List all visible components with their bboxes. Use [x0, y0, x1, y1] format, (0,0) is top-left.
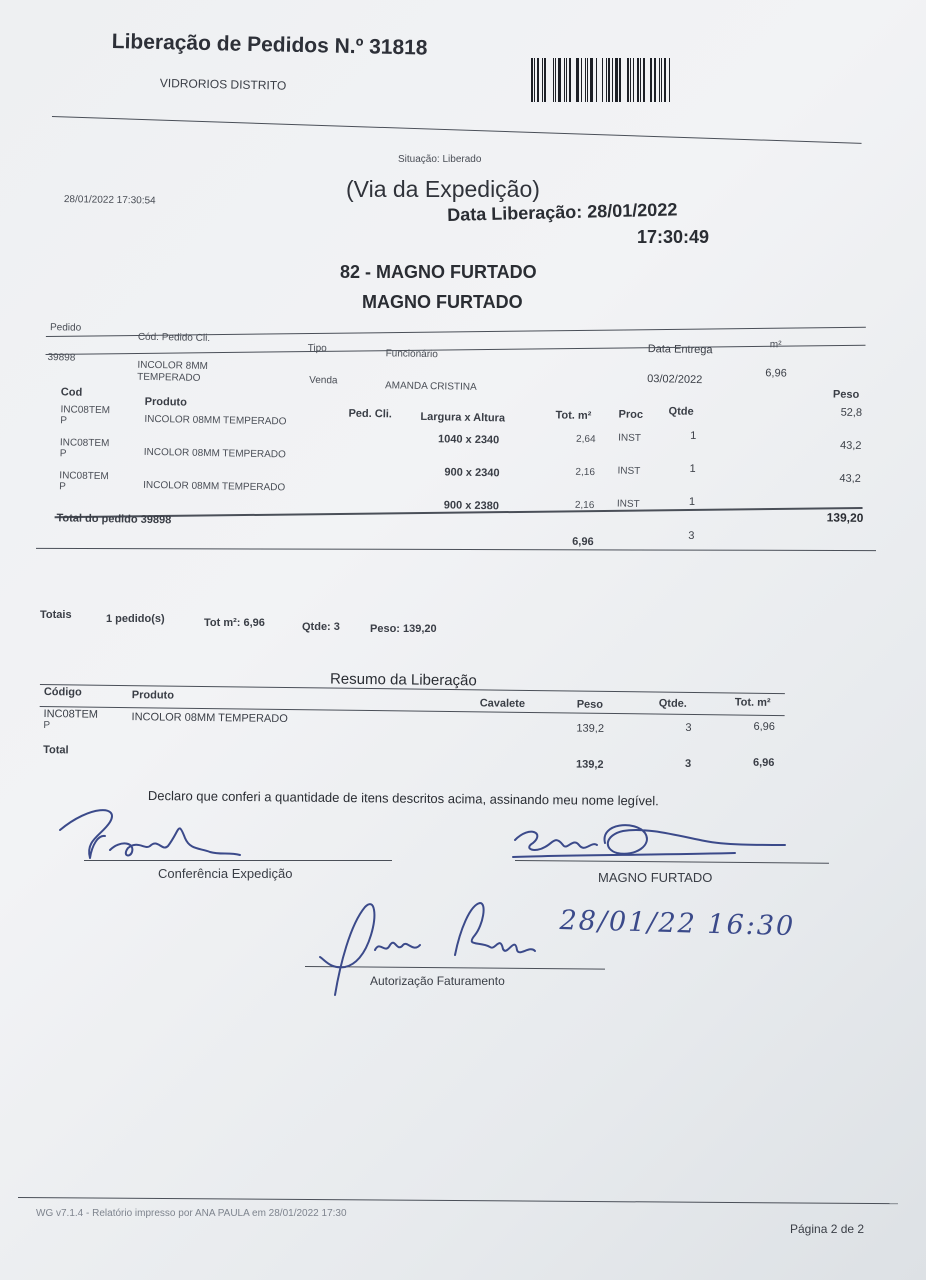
summary-total-label: Total — [43, 744, 69, 757]
item-tot-m2: 2,16 — [574, 499, 595, 512]
footer-page-number: Página 2 de 2 — [790, 1222, 865, 1236]
item-dims: 1040 x 2340 — [437, 433, 500, 447]
item-cod: INC08TEM — [59, 470, 109, 483]
item-dims: 900 x 2340 — [444, 466, 500, 480]
summary-col-codigo: Código — [43, 686, 82, 699]
col-tot-m2-label: Tot. m² — [555, 409, 592, 423]
release-time: 17:30:49 — [637, 227, 710, 247]
release-date: Data Liberação: 28/01/2022 — [447, 199, 678, 225]
item-peso: 52,8 — [840, 406, 863, 419]
signature-label-cliente: MAGNO FURTADO — [598, 870, 713, 885]
footer-printed-by: WG v7.1.4 - Relatório impresso por ANA PAULA em 28/01/2022 17:30 — [36, 1208, 347, 1219]
order-m2: 6,96 — [765, 367, 787, 380]
summary-item-cod-suffix: P — [43, 720, 51, 732]
item-qtde: 1 — [689, 462, 696, 475]
summary-item-tot-m2: 6,96 — [753, 720, 775, 733]
col-data-entrega-label: Data Entrega — [647, 343, 713, 357]
order-client-code-1: INCOLOR 8MM — [137, 359, 209, 372]
summary-item-qtde: 3 — [685, 721, 692, 734]
summary-col-produto: Produto — [131, 689, 175, 702]
via-label: (Via da Expedição) — [346, 176, 540, 202]
item-product: INCOLOR 08MM TEMPERADO — [144, 413, 287, 428]
item-cod: INC08TEM — [59, 437, 110, 450]
signature-label-conferencia: Conferência Expedição — [158, 866, 293, 881]
handwritten-signature-cliente — [505, 815, 795, 870]
col-peso-label: Peso — [832, 388, 860, 401]
summary-total-peso: 139,2 — [575, 758, 604, 771]
col-cod-pedido-cli-label: Cód. Pedido Cli. — [137, 331, 211, 345]
order-total-qtde: 3 — [688, 529, 695, 542]
col-funcionario-label: Funcionário — [385, 348, 438, 361]
item-qtde: 1 — [688, 495, 696, 508]
printed-datetime: 28/01/2022 17:30:54 — [63, 194, 156, 207]
order-delivery-date: 03/02/2022 — [647, 373, 703, 387]
totals-m2: Tot m²: 6,96 — [204, 617, 265, 629]
totals-qtde: Qtde: 3 — [302, 621, 340, 633]
summary-total-tot-m2: 6,96 — [752, 756, 775, 769]
summary-item-cod: INC08TEM — [43, 708, 99, 721]
document-title: Liberação de Pedidos N.º 31818 — [111, 30, 428, 60]
order-number: 39898 — [47, 352, 76, 364]
summary-col-qtde: Qtde. — [658, 697, 687, 710]
handwritten-date: 28/01/22 16:30 — [559, 905, 796, 943]
item-proc: INST — [617, 465, 641, 477]
item-dims: 900 x 2380 — [443, 499, 500, 513]
footer-divider — [18, 1197, 898, 1204]
summary-item-peso: 139,2 — [576, 722, 605, 735]
order-employee: AMANDA CRISTINA — [384, 380, 477, 393]
order-total-peso: 139,20 — [826, 510, 864, 526]
item-cod-suffix: P — [60, 415, 68, 427]
order-client-code-2: TEMPERADO — [137, 371, 201, 384]
item-cod-suffix: P — [59, 481, 66, 493]
item-peso: 43,2 — [839, 439, 862, 452]
order-total-label: Total do pedido 39898 — [56, 512, 172, 527]
item-proc: INST — [616, 498, 640, 510]
col-produto-label: Produto — [144, 395, 187, 409]
summary-col-peso: Peso — [576, 698, 604, 711]
handwritten-signature-conferencia — [50, 800, 250, 870]
handwritten-signature-autorizacao — [305, 895, 545, 1000]
totals-label: Totais — [40, 609, 72, 621]
summary-col-tot-m2: Tot. m² — [734, 696, 771, 709]
col-m2-label: m² — [769, 339, 782, 351]
col-ped-cli-label: Ped. Cli. — [348, 407, 393, 421]
totals-peso: Peso: 139,20 — [370, 623, 437, 635]
col-largura-altura-label: Largura x Altura — [420, 410, 506, 425]
item-tot-m2: 2,64 — [575, 433, 596, 446]
status-label: Situação: Liberado — [398, 154, 482, 165]
item-tot-m2: 2,16 — [575, 466, 596, 479]
summary-item-product: INCOLOR 08MM TEMPERADO — [131, 711, 288, 726]
client-name: MAGNO FURTADO — [362, 292, 523, 312]
col-cod-label: Cod — [60, 386, 83, 399]
order-total-m2: 6,96 — [572, 535, 594, 549]
totals-orders: 1 pedido(s) — [106, 613, 165, 625]
item-product: INCOLOR 08MM TEMPERADO — [143, 446, 286, 461]
item-qtde: 1 — [690, 429, 697, 442]
col-tipo-label: Tipo — [307, 342, 327, 355]
col-qtde-label: Qtde — [668, 405, 694, 418]
item-peso: 43,2 — [839, 472, 861, 485]
item-proc: INST — [618, 432, 641, 444]
item-cod-suffix: P — [59, 448, 67, 460]
order-type: Venda — [309, 374, 338, 387]
summary-total-qtde: 3 — [684, 757, 692, 770]
declaration-text: Declaro que conferi a quantidade de itens descritos acima, assinando meu nome legível. — [147, 788, 659, 809]
company-name: VIDRORIOS DISTRITO — [159, 76, 287, 93]
summary-col-cavalete: Cavalete — [479, 697, 526, 710]
client-code-name: 82 - MAGNO FURTADO — [340, 262, 537, 282]
col-proc-label: Proc — [618, 408, 644, 421]
col-pedido-label: Pedido — [49, 322, 82, 334]
item-product: INCOLOR 08MM TEMPERADO — [143, 479, 286, 494]
summary-title: Resumo da Liberação — [329, 670, 477, 690]
signature-label-autorizacao: Autorização Faturamento — [370, 974, 505, 988]
item-cod: INC08TEM — [60, 404, 111, 417]
